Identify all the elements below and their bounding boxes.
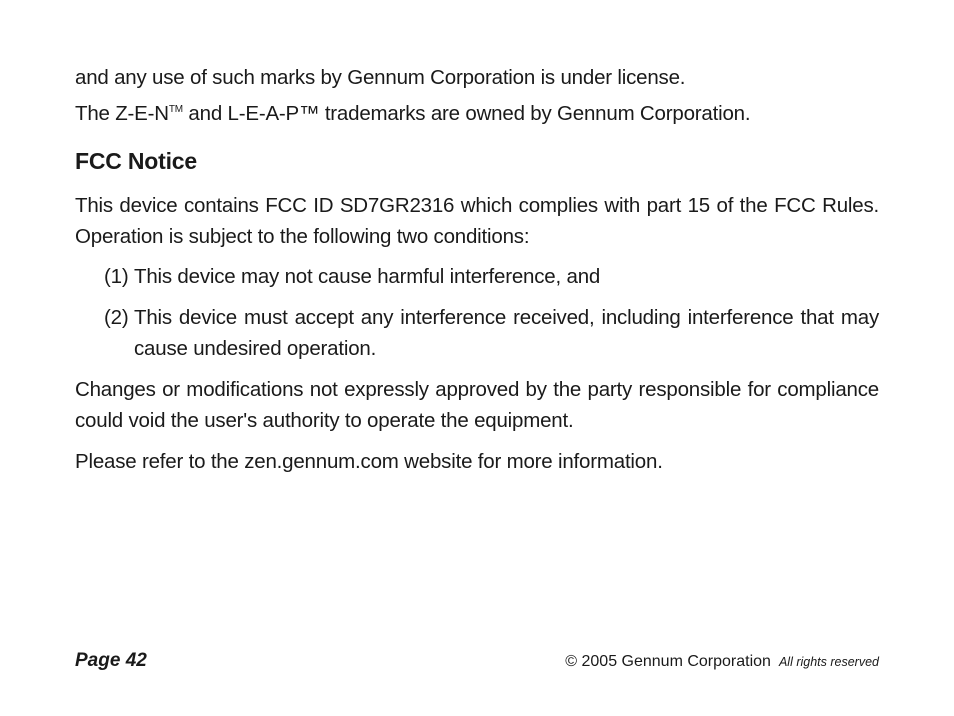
condition-text: This device may not cause harmful interference, and (134, 265, 601, 288)
fcc-condition-2 (75, 302, 879, 364)
fcc-heading: FCC Notice (75, 148, 197, 174)
trademark-line-end: and L-E-A-P™ trademarks are owned by Gennum Corporation. (182, 102, 751, 125)
page-number: Page 42 (75, 650, 147, 671)
copyright-text: © 2005 Gennum Corporation (565, 653, 771, 670)
trademark-symbol: TM (168, 104, 183, 116)
condition-text: This device must accept any interference received, including interference that may cause undesired operation. (134, 306, 879, 360)
document-body (75, 62, 879, 477)
fcc-condition-1 (75, 261, 879, 292)
fcc-changes: Changes or modifications not expressly approved by the party responsible for compliance could void the user's authority to operate the equipment. (75, 378, 879, 432)
page-footer (75, 648, 879, 678)
license-line: and any use of such marks by Gennum Corporation is under license. (75, 66, 686, 89)
rights-text: All rights reserved (778, 655, 879, 669)
trademark-line-start: The Z-E-N (75, 102, 169, 125)
condition-number: (1) (104, 265, 129, 288)
trademark-line (75, 98, 879, 129)
fcc-refer: Please refer to the zen.gennum.com website for more information. (75, 450, 663, 473)
condition-number: (2) (104, 306, 129, 329)
footer-copyright-block (565, 653, 879, 671)
fcc-intro: This device contains FCC ID SD7GR2316 which complies with part 15 of the FCC Rules. Operation is subject to the following two conditions: (75, 194, 879, 248)
